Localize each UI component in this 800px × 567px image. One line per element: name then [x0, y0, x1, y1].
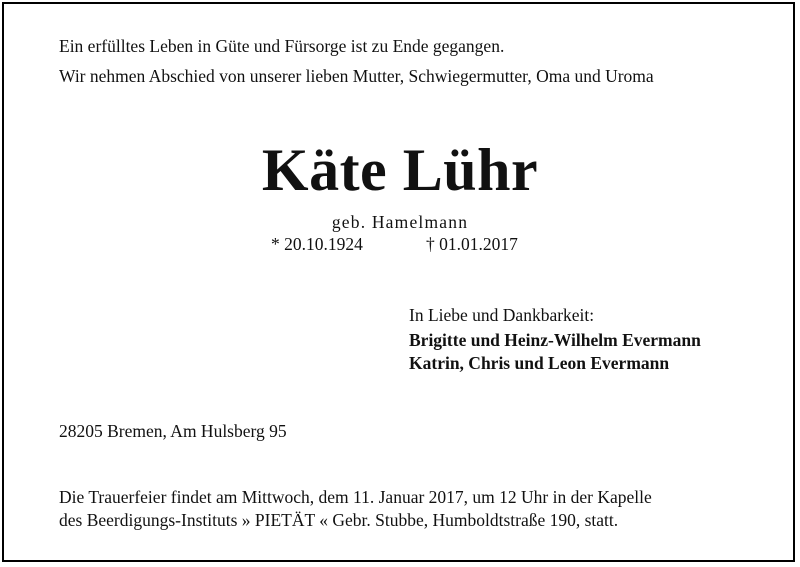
funeral-info-line-1: Die Trauerfeier findet am Mittwoch, dem 11. Januar 2017, um 12 Uhr in der Kapelle: [59, 487, 652, 507]
death-date: † 01.01.2017: [426, 234, 518, 254]
obituary-notice-frame: [2, 2, 795, 562]
mourners-line-2: Katrin, Chris und Leon Evermann: [409, 353, 670, 373]
maiden-name: geb. Hamelmann: [331, 212, 469, 232]
deceased-name: Käte Lühr: [261, 137, 539, 203]
funeral-info-line-2: des Beerdigungs-Instituts » PIETÄT « Gebr. Stubbe, Humboldtstraße 190, statt.: [59, 510, 619, 530]
intro-line-1: Ein erfülltes Leben in Güte und Fürsorge ist zu Ende gegangen.: [59, 36, 505, 56]
intro-line-2: Wir nehmen Abschied von unserer lieben Mutter, Schwiegermutter, Oma und Uroma: [59, 66, 654, 86]
mourners-label: In Liebe und Dankbarkeit:: [409, 305, 595, 325]
mourners-line-1: Brigitte und Heinz-Wilhelm Evermann: [409, 330, 701, 350]
mourning-address: 28205 Bremen, Am Hulsberg 95: [59, 421, 287, 441]
birth-date: * 20.10.1924: [271, 234, 363, 254]
